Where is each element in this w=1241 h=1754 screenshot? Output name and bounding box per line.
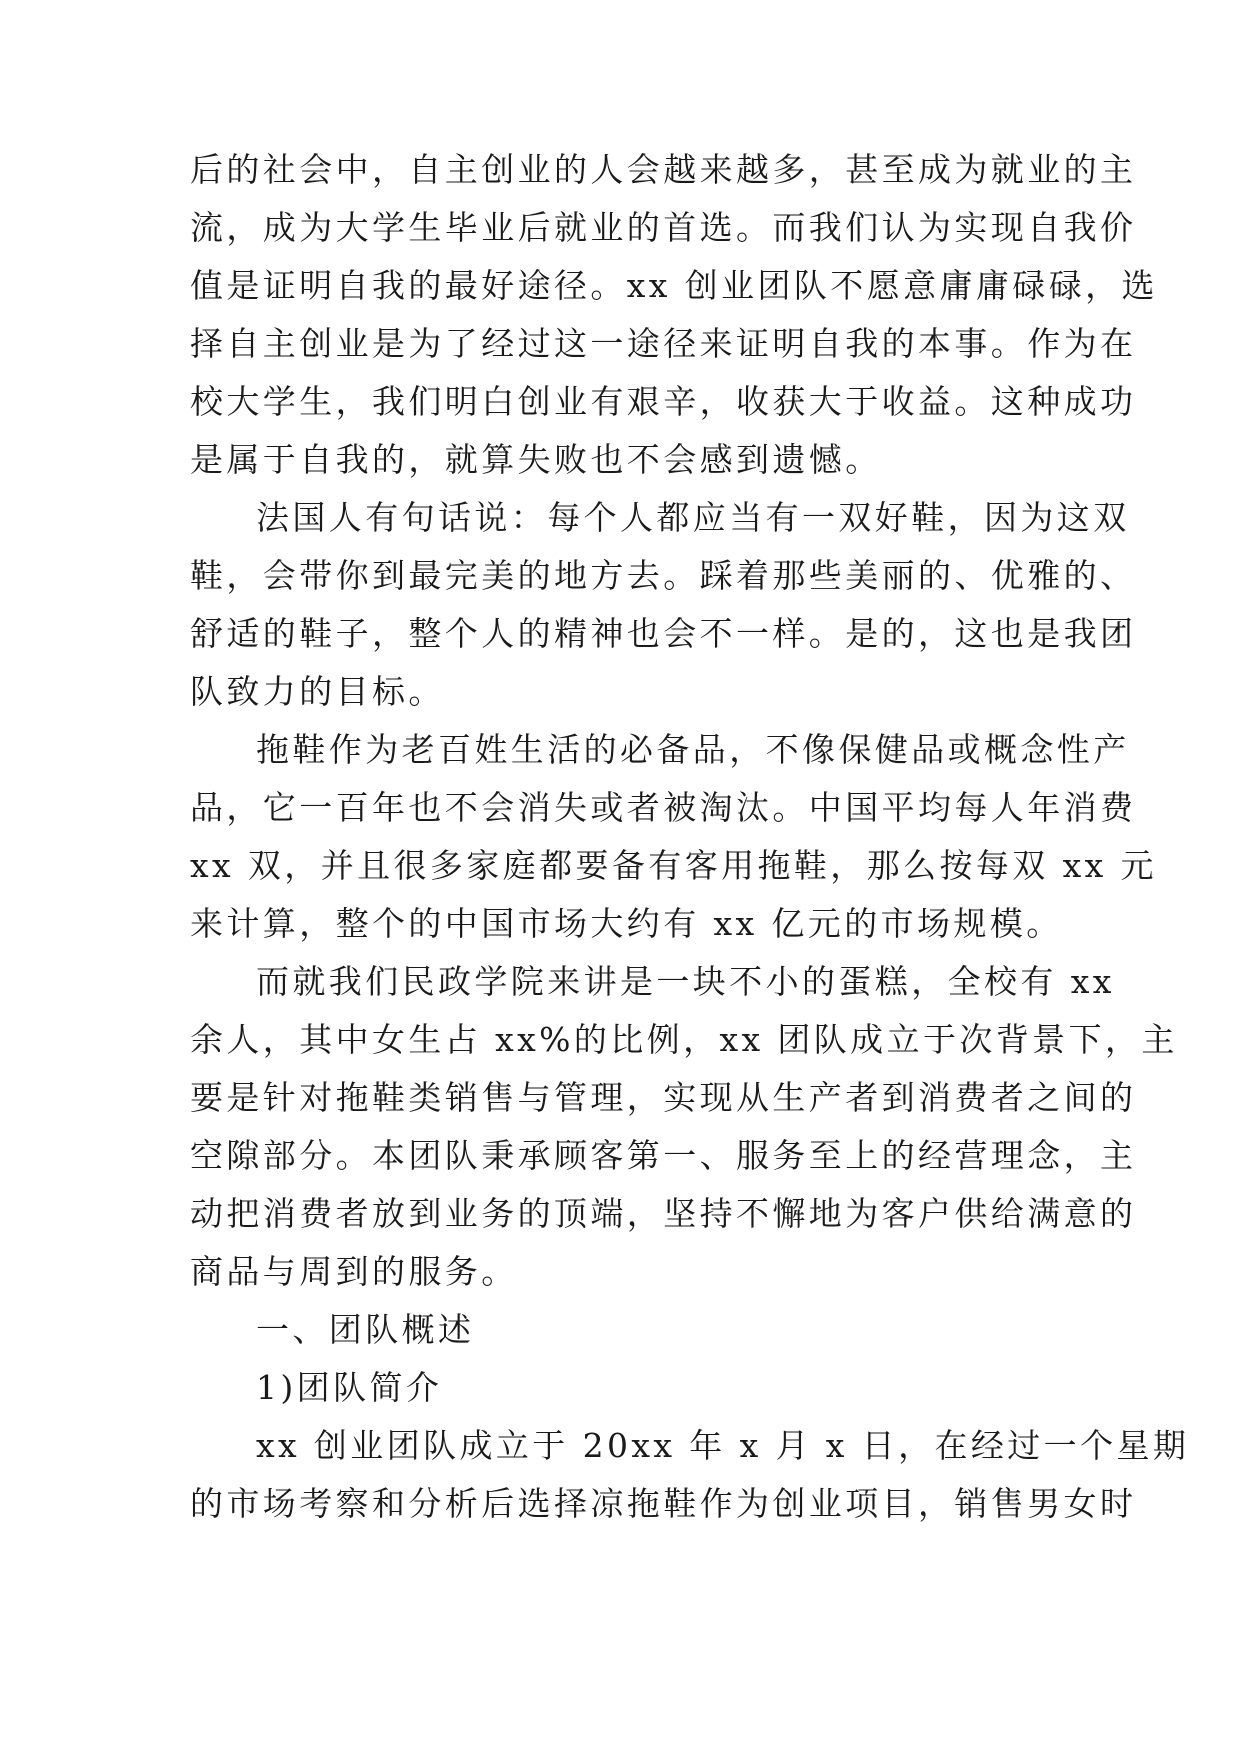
section-heading: 一、团队概述 xyxy=(256,1310,475,1349)
subsection-heading: 1)团队简介 xyxy=(256,1368,443,1407)
text-line: 品，它一百年也不会消失或者被淘汰。中国平均每人年消费 xyxy=(190,788,1137,827)
text-line: xx 双，并且很多家庭都要备有客用拖鞋，那么按每双 xx 元 xyxy=(190,846,1157,885)
paragraph-first-line: 法国人有句话说：每个人都应当有一双好鞋，因为这双 xyxy=(256,498,1130,537)
text-line: 余人，其中女生占 xx%的比例，xx 团队成立于次背景下，主 xyxy=(190,1020,1178,1059)
text-line: 要是针对拖鞋类销售与管理，实现从生产者到消费者之间的 xyxy=(190,1078,1137,1117)
text-line: 流，成为大学生毕业后就业的首选。而我们认为实现自我价 xyxy=(190,208,1137,247)
text-line: 队致力的目标。 xyxy=(190,672,445,711)
text-line: 的市场考察和分析后选择凉拖鞋作为创业项目，销售男女时 xyxy=(190,1484,1137,1523)
text-line: 后的社会中，自主创业的人会越来越多，甚至成为就业的主 xyxy=(190,150,1137,189)
text-line: 来计算，整个的中国市场大约有 xx 亿元的市场规模。 xyxy=(190,904,1063,943)
text-line: 商品与周到的服务。 xyxy=(190,1252,518,1291)
text-line: 是属于自我的，就算失败也不会感到遗憾。 xyxy=(190,440,882,479)
text-line: 鞋，会带你到最完美的地方去。踩着那些美丽的、优雅的、 xyxy=(190,556,1137,595)
text-line: 舒适的鞋子，整个人的精神也会不一样。是的，这也是我团 xyxy=(190,614,1137,653)
text-line: 空隙部分。本团队秉承顾客第一、服务至上的经营理念，主 xyxy=(190,1136,1137,1175)
paragraph-first-line: 而就我们民政学院来讲是一块不小的蛋糕，全校有 xx xyxy=(256,962,1115,1001)
text-line: 动把消费者放到业务的顶端，坚持不懈地为客户供给满意的 xyxy=(190,1194,1137,1233)
paragraph-first-line: 拖鞋作为老百姓生活的必备品，不像保健品或概念性产 xyxy=(256,730,1130,769)
text-line: 校大学生，我们明白创业有艰辛，收获大于收益。这种成功 xyxy=(190,382,1137,421)
text-line: 择自主创业是为了经过这一途径来证明自我的本事。作为在 xyxy=(190,324,1137,363)
paragraph-first-line: xx 创业团队成立于 20xx 年 x 月 x 日，在经过一个星期 xyxy=(256,1426,1190,1465)
text-line: 值是证明自我的最好途径。xx 创业团队不愿意庸庸碌碌，选 xyxy=(190,266,1158,305)
